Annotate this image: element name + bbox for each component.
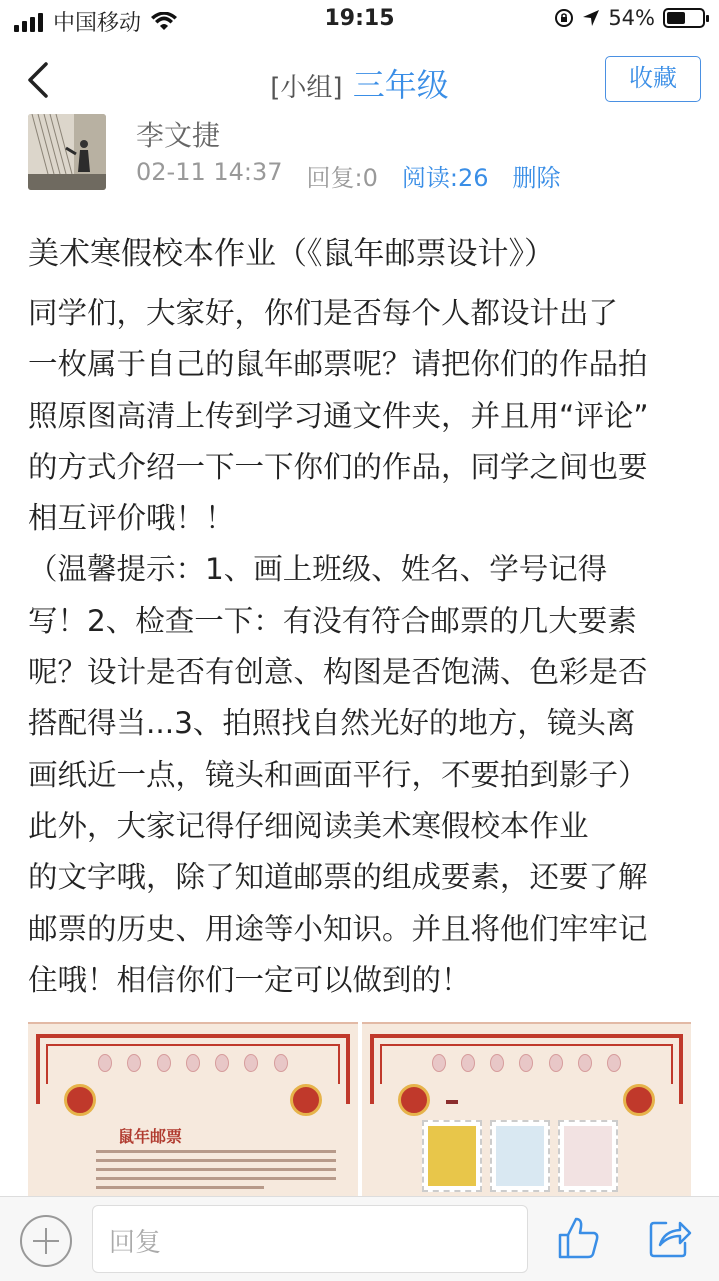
poster-text — [96, 1150, 336, 1195]
post-meta — [136, 158, 561, 193]
status-bar — [0, 0, 719, 40]
favorite-button[interactable]: 收藏 — [605, 56, 701, 102]
post-line: 相互评价哦！！ — [28, 501, 235, 536]
stamp-sample — [558, 1120, 618, 1192]
post-line: 同学们，大家好，你们是否每个人都设计出了 — [28, 296, 619, 330]
clock: 19:15 — [324, 6, 395, 31]
author-name[interactable]: 李文捷 — [136, 119, 221, 152]
post-line: 画纸近一点，镜头和画面平行，不要拍到影子） — [28, 757, 648, 792]
stamp-reference-tag — [446, 1100, 458, 1104]
post-line: 写！2、检查一下：有没有符合邮票的几大要素 — [28, 603, 637, 638]
post-line: 呢？设计是否有创意、构图是否饱满、色彩是否 — [28, 655, 648, 690]
post-title: 美术寒假校本作业（《鼠年邮票设计》） — [28, 236, 555, 272]
fortune-medal-icon — [290, 1084, 322, 1116]
post-line: 照原图高清上传到学习通文件夹，并且用“评论” — [28, 398, 649, 433]
title-prefix: [小组] — [270, 73, 343, 103]
carrier-label: 中国移动 — [53, 11, 142, 36]
add-icon[interactable] — [20, 1215, 72, 1267]
bottom-bar — [0, 1196, 719, 1281]
avatar[interactable] — [28, 114, 106, 190]
poster-title: 鼠年邮票 — [118, 1127, 183, 1146]
nav-bar — [0, 44, 719, 120]
thumbs-up-icon[interactable] — [556, 1215, 602, 1261]
post-line: 一枚属于自己的鼠年邮票呢？请把你们的作品拍 — [28, 347, 648, 382]
fortune-medal-icon — [623, 1084, 655, 1116]
attachment-images — [28, 1022, 691, 1202]
share-icon[interactable] — [648, 1215, 692, 1259]
attachment-image-left[interactable] — [28, 1022, 358, 1202]
attachment-image-right[interactable] — [362, 1022, 692, 1202]
rotation-lock-icon — [554, 8, 574, 28]
delete-link[interactable]: 删除 — [512, 164, 561, 192]
post-line: 的文字哦，除了知道邮票的组成要素，还要了解 — [28, 860, 648, 895]
status-right — [554, 6, 705, 30]
post-line: （温馨提示：1、画上班级、姓名、学号记得 — [28, 552, 608, 587]
fortune-medal-icon — [64, 1084, 96, 1116]
post-line: 的方式介绍一下一下你们的作品，同学之间也要 — [28, 449, 648, 484]
post-body — [28, 288, 692, 1006]
location-icon — [582, 9, 600, 27]
stamp-samples — [422, 1120, 618, 1192]
post-line: 此外，大家记得仔细阅读美术寒假校本作业 — [28, 808, 589, 843]
battery-percent: 54% — [608, 6, 655, 30]
read-count: 阅读:26 — [401, 164, 489, 192]
stamp-sample — [422, 1120, 482, 1192]
reply-count: 回复:0 — [306, 164, 378, 192]
post-line: 搭配得当...3、拍照找自然光好的地方，镜头离 — [28, 706, 636, 741]
post-date: 02-11 14:37 — [136, 158, 283, 186]
battery-icon — [663, 8, 705, 28]
stamp-sample — [490, 1120, 550, 1192]
reply-input[interactable]: 回复 — [92, 1205, 528, 1273]
battery-fill — [667, 12, 685, 24]
post-line: 邮票的历史、用途等小知识。并且将他们牢牢记 — [28, 911, 648, 946]
post-line: 住哦！相信你们一定可以做到的！ — [28, 962, 471, 997]
group-name: 三年级 — [352, 66, 449, 104]
fortune-medal-icon — [398, 1084, 430, 1116]
